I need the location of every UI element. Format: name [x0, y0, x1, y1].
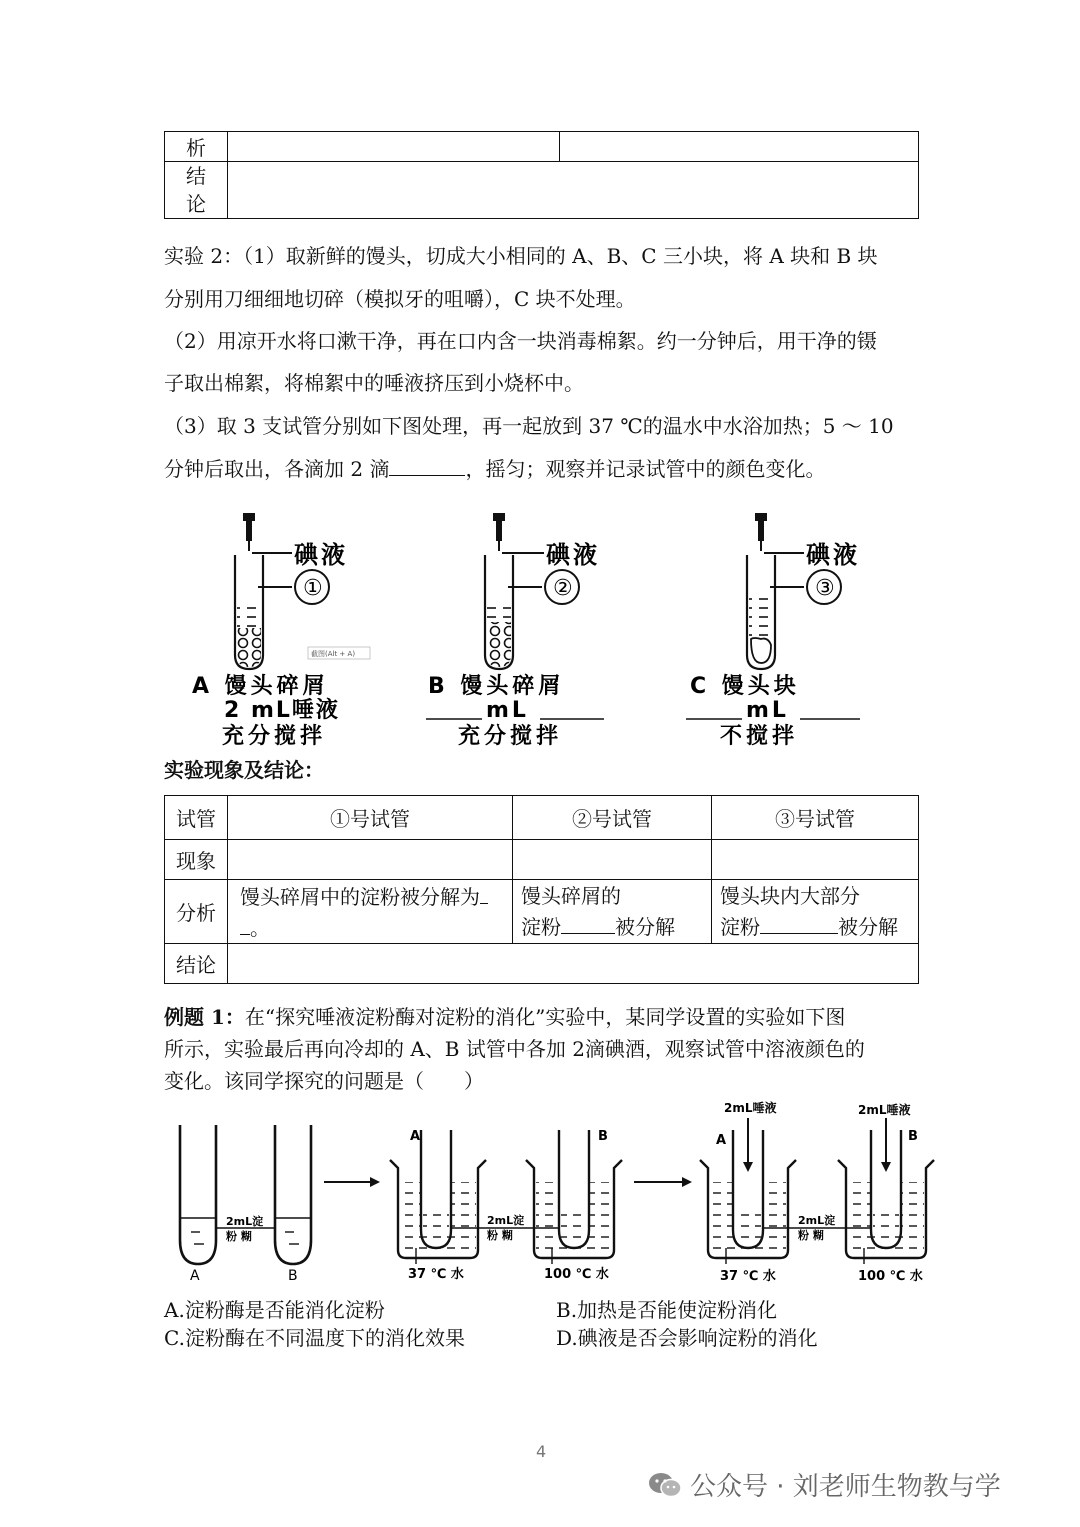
fig2-starch-label-1a: 2mL淀: [226, 1215, 264, 1228]
caption-b-line1: B 馒头碎屑: [428, 674, 565, 699]
fig2-starch-label-3b: 粉 糊: [798, 1229, 824, 1242]
analysis-1-end: 。: [250, 915, 270, 940]
header-tube-2: ②号试管: [513, 796, 712, 840]
screenshot-stamp-text: 截图(Alt + A): [311, 650, 356, 658]
results-table: [164, 795, 919, 984]
fig2-tube-a: A: [190, 1268, 200, 1284]
exp2-line1: 实验 2：（1）取新鲜的馒头，切成大小相同的 A、B、C 三小块，将 A 块和 B 块: [164, 244, 878, 268]
step2-beaker-37: [390, 1130, 486, 1264]
iodine-label-b: 碘液: [546, 541, 600, 569]
step2-beaker-100: [526, 1130, 622, 1264]
caption-a-line2: 2 mL唾液: [224, 698, 340, 723]
fig2-starch-label-2a: 2mL淀: [487, 1214, 525, 1227]
row-phenomenon-label: 现象: [165, 840, 228, 880]
iodine-label-a: 碘液: [294, 541, 348, 569]
conclusion-cell: [228, 944, 919, 984]
fig2-saliva-label-2: 2mL唾液: [858, 1103, 911, 1117]
phenomenon-cell-2: [513, 840, 712, 880]
caption-c-line1: C 馒头块: [690, 674, 800, 699]
step3-beaker-100: [838, 1118, 934, 1264]
tube-num-2: ②: [553, 576, 573, 601]
fig2-starch-label-3a: 2mL淀: [798, 1214, 836, 1227]
tube-num-1: ①: [303, 576, 323, 601]
row-conclusion-label: 结论: [165, 944, 228, 984]
analysis-1-blank-b: [240, 912, 250, 935]
watermark-text: 公众号 · 刘老师生物教与学: [690, 1472, 1001, 1502]
exp2-line6-end: ，摇匀；观察并记录试管中的颜色变化。: [465, 457, 826, 481]
header-tube-1: ①号试管: [228, 796, 513, 840]
exp2-line5: （3）取 3 支试管分别如下图处理，再一起放到 37 ℃的温水中水浴加热；5 ～ 10: [164, 414, 894, 438]
caption-a-line3: 充分搅拌: [222, 724, 327, 749]
example1-label: 例题 1：: [164, 1005, 245, 1029]
analysis-2-line1: 馒头碎屑的: [521, 884, 621, 908]
fig2-saliva-label-1: 2mL唾液: [724, 1101, 777, 1115]
header-tube-3: ③号试管: [712, 796, 919, 840]
analysis-3-starch: 淀粉: [720, 915, 760, 939]
analysis-cell-2: [513, 880, 712, 944]
fig2-temp-100-b: 100 ℃ 水: [858, 1269, 923, 1284]
phenomenon-cell-3: [712, 840, 919, 880]
analysis-1-blank-a: [480, 881, 488, 904]
caption-b-line2: mL: [486, 698, 529, 723]
exp2-line6: [164, 448, 924, 490]
option-a: A.淀粉酶是否能消化淀粉: [164, 1298, 385, 1322]
caption-c-line2: mL: [746, 698, 789, 723]
exp2-line3: （2）用凉开水将口漱干净，再在口内含一块消毒棉絮。约一分钟后，用干净的镊: [164, 329, 877, 353]
table1-analysis-label: 析: [165, 132, 228, 162]
fig2-temp-100-a: 100 ℃ 水: [544, 1267, 609, 1282]
table1-analysis-cell-2: [560, 132, 919, 162]
step1-tubes: [180, 1125, 311, 1264]
analysis-2-blank: [561, 911, 615, 934]
caption-a-line1: A 馒头碎屑: [192, 674, 329, 699]
row-analysis-label: 分析: [165, 880, 228, 944]
option-c: C.淀粉酶在不同温度下的消化效果: [164, 1326, 465, 1350]
analysis-1-text: 馒头碎屑中的淀粉被分解为: [240, 884, 480, 909]
analysis-3-blank: [760, 911, 838, 934]
fig2-starch-label-1b: 粉 糊: [226, 1230, 252, 1243]
table-top-fragment: [164, 131, 919, 219]
test-tubes-figure: [180, 505, 900, 755]
example1-line1: [164, 1002, 924, 1032]
table1-conclusion-label: 结 论: [165, 162, 228, 219]
fig2-temp-37-b: 37 ℃ 水: [720, 1269, 776, 1284]
analysis-cell-3: [712, 880, 919, 944]
beaker-figure: [164, 1100, 954, 1290]
option-b: B.加热是否能使淀粉消化: [556, 1298, 778, 1322]
analysis-cell-1: [228, 880, 513, 944]
fig2-step2-b: B: [598, 1129, 608, 1144]
fig2-tube-b: B: [288, 1268, 298, 1284]
iodine-blank: [389, 453, 465, 476]
analysis-3-end: 被分解: [838, 915, 898, 939]
fig2-step3-a: A: [716, 1133, 727, 1148]
analysis-2-end: 被分解: [615, 915, 675, 939]
arrow-2: [634, 1177, 692, 1187]
example1-line3: 变化。该同学探究的问题是（ ）: [164, 1069, 484, 1093]
example1-line2: 所示，实验最后再向冷却的 A、B 试管中各加 2滴碘酒，观察试管中溶液颜色的: [164, 1037, 865, 1061]
caption-c-line3: 不搅拌: [720, 724, 799, 749]
exp2-line2: 分别用刀细细地切碎（模拟牙的咀嚼），C 块不处理。: [164, 287, 636, 311]
fig2-step3-b: B: [908, 1129, 918, 1144]
wechat-icon: [648, 1471, 682, 1499]
step3-beaker-37: [700, 1118, 796, 1264]
fig2-step2-a: A: [410, 1129, 421, 1144]
option-d: D.碘液是否会影响淀粉的消化: [556, 1326, 818, 1350]
analysis-2-starch: 淀粉: [521, 915, 561, 939]
table1-analysis-cell-1: [228, 132, 560, 162]
fig2-temp-37-a: 37 ℃ 水: [408, 1267, 464, 1282]
page-number: 4: [536, 1442, 547, 1461]
caption-b-line3: 充分搅拌: [458, 724, 563, 749]
results-heading: 实验现象及结论：: [164, 758, 324, 782]
iodine-label-c: 碘液: [806, 541, 860, 569]
analysis-3-line1: 馒头块内大部分: [720, 884, 860, 908]
exp2-line6-start: 分钟后取出，各滴加 2 滴: [164, 457, 390, 481]
example1-text1: 在“探究唾液淀粉酶对淀粉的消化”实验中，某同学设置的实验如下图: [244, 1005, 846, 1029]
header-tube: 试管: [165, 796, 228, 840]
phenomenon-cell-1: [228, 840, 513, 880]
fig2-starch-label-2b: 粉 糊: [487, 1229, 513, 1242]
exp2-line4: 子取出棉絮，将棉絮中的唾液挤压到小烧杯中。: [164, 371, 584, 395]
watermark: [648, 1466, 1001, 1503]
table1-conclusion-cell: [228, 162, 919, 219]
tube-num-3: ③: [815, 576, 835, 601]
arrow-1: [324, 1177, 380, 1187]
